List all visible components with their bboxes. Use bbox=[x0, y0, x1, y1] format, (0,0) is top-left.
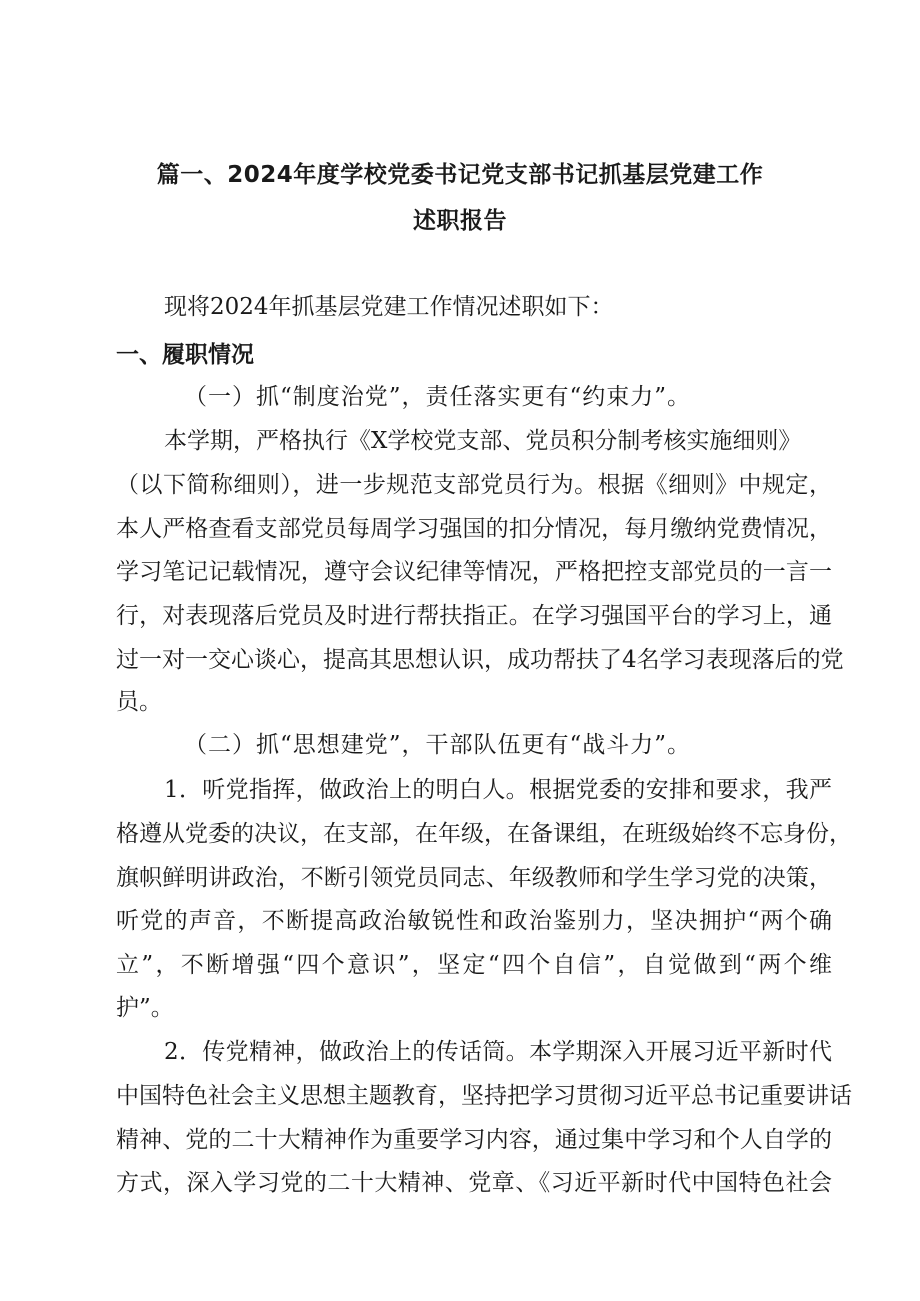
paragraph-2-line: 立”，不断增强“四个意识”，坚定“四个自信”，自觉做到“两个维 bbox=[116, 952, 832, 978]
paragraph-3-line: 精神、党的二十大精神作为重要学习内容，通过集中学习和个人自学的 bbox=[116, 1127, 832, 1153]
paragraph-1-line: 本人严格查看支部党员每周学习强国的扣分情况，每月缴纳党费情况， bbox=[116, 516, 832, 542]
paragraph-1-line: （以下简称细则），进一步规范支部党员行为。根据《细则》中规定， bbox=[116, 472, 832, 498]
paragraph-1-line: 员。 bbox=[116, 689, 162, 715]
paragraph-2-line: 护”。 bbox=[116, 995, 174, 1021]
paragraph-1-line: 过一对一交心谈心，提高其思想认识，成功帮扶了4名学习表现落后的党 bbox=[116, 647, 844, 673]
paragraph-3-line: 中国特色社会主义思想主题教育，坚持把学习贯彻习近平总书记重要讲话 bbox=[116, 1083, 852, 1109]
subsection-heading-1: （一）抓“制度治党”，责任落实更有“约束力”。 bbox=[184, 384, 692, 410]
paragraph-2-line: 旗帜鲜明讲政治，不断引领党员同志、年级教师和学生学习党的决策， bbox=[116, 865, 832, 891]
section-heading-1: 一、履职情况 bbox=[116, 342, 254, 368]
paragraph-2-line: 听党的声音，不断提高政治敏锐性和政治鉴别力，坚决拥护“两个确 bbox=[116, 908, 832, 934]
paragraph-2-line: 格遵从党委的决议，在支部，在年级，在备课组，在班级始终不忘身份， bbox=[116, 821, 852, 847]
paragraph-1-line: 学习笔记记载情况，遵守会议纪律等情况，严格把控支部党员的一言一 bbox=[116, 559, 832, 585]
paragraph-3-line: 方式，深入学习党的二十大精神、党章、《习近平新时代中国特色社会 bbox=[116, 1170, 832, 1196]
intro-paragraph: 现将2024年抓基层党建工作情况述职如下： bbox=[164, 294, 614, 320]
document-title-line-2: 述职报告 bbox=[413, 208, 507, 234]
paragraph-1-line: 本学期，严格执行《X学校党支部、党员积分制考核实施细则》 bbox=[164, 428, 802, 454]
document-title-line-1: 篇一、2024年度学校党委书记党支部书记抓基层党建工作 bbox=[156, 162, 764, 188]
paragraph-2-line: 1．听党指挥，做政治上的明白人。根据党委的安排和要求，我严 bbox=[164, 777, 832, 803]
subsection-heading-2: （二）抓“思想建党”，干部队伍更有“战斗力”。 bbox=[184, 732, 692, 758]
paragraph-1-line: 行，对表现落后党员及时进行帮扶指正。在学习强国平台的学习上，通 bbox=[116, 603, 832, 629]
paragraph-3-line: 2．传党精神，做政治上的传话筒。本学期深入开展习近平新时代 bbox=[164, 1039, 832, 1065]
